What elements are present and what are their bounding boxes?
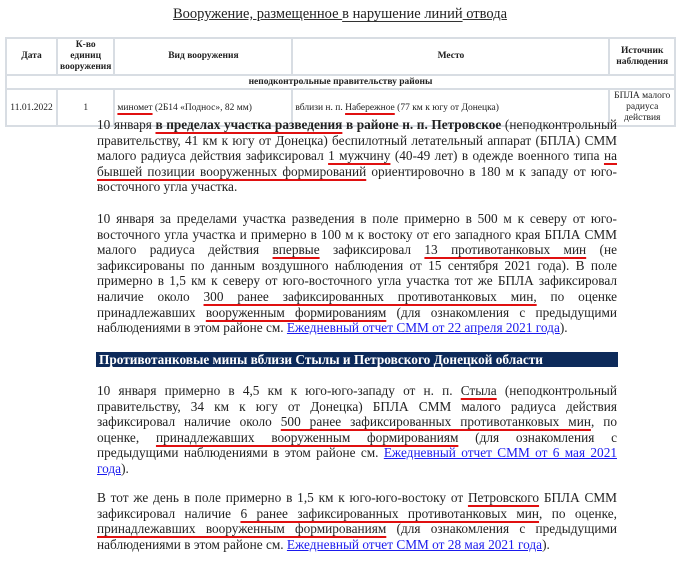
report-link[interactable]: Ежедневный отчет СММ от 28 мая 2021 года (286, 536, 543, 552)
text-segment: (не зафиксированы по данным воздушного наблюдения от 15 сентября 2021 года). В поле примерно в 1,5 км к северу от юго-восточного угла участка тот же БПЛА зафиксировал наличие около (97, 242, 617, 304)
text-segment: (неподконтрольный правительству, 41 км к югу от Донецка) беспилотный летательный аппарат (БПЛА) СММ малого радиуса действия зафиксировал (97, 117, 617, 164)
report-link[interactable]: Ежедневный отчет СММ от 22 апреля 2021 года (286, 320, 560, 336)
text-segment: зафиксировал (319, 242, 425, 258)
header-source: Источник наблюдения (609, 38, 675, 75)
document-title (0, 6, 680, 23)
section-header: Противотанковые мины вблизи Стылы и Петровского Донецкой области (96, 352, 618, 367)
header-count: К-во единиц вооружения (57, 38, 114, 75)
text-segment: (для ознакомления с предыдущими наблюдениями в этом районе см. (97, 304, 617, 336)
highlighted-text: в пределах участка разведения (155, 117, 343, 132)
highlighted-text: Петровского (467, 490, 540, 505)
highlighted-text: 6 ранее зафиксированных противотанковых мин (240, 505, 540, 521)
title-highlight: в нарушение линий (342, 6, 463, 22)
text-segment: ). (542, 536, 550, 552)
table-header-row (6, 38, 675, 75)
paragraph-4 (97, 490, 617, 552)
highlighted-text: вооруженным формированиям (205, 304, 387, 320)
cell-source: БПЛА малого радиуса действия (609, 89, 675, 126)
paragraph-1 (97, 117, 617, 195)
text-segment: (для ознакомления с предыдущими наблюдениями в этом районе см. (97, 429, 618, 461)
place-name: Набережное (345, 102, 395, 113)
text-segment: В тот же день в поле примерно в 1,5 км к юго-юго-востоку от (97, 490, 468, 505)
bold-text: в районе н. п. Петровское (342, 117, 502, 132)
highlighted-text: на бывшей позиции вооруженных формирований (97, 148, 617, 179)
text-segment: 10 января примерно в 4,5 км к юго-юго-западу от н. п. (97, 383, 461, 398)
place-detail: (77 км к югу от Донецка) (394, 102, 499, 113)
highlighted-text: 13 противотанковых мин (424, 242, 587, 258)
text-segment: (для ознакомления с предыдущими наблюдениями в этом районе см. (97, 521, 618, 552)
place-prefix: вблизи н. п. (295, 102, 346, 113)
text-segment: ориентировочно в 180 м к западу от юго-восточного угла участка. (97, 163, 617, 195)
text-segment: , по оценке, (539, 505, 618, 521)
text-segment: ). (121, 460, 129, 476)
highlighted-text: принадлежавших вооруженным формированиям (97, 521, 387, 537)
group-label: неподконтрольные правительству районы (6, 75, 675, 89)
highlighted-text: Стыла (460, 383, 497, 398)
highlighted-text: 1 мужчину (328, 148, 391, 164)
highlighted-text: 500 ранее зафиксированных противотанковых мин (280, 414, 591, 430)
header-date: Дата (6, 38, 57, 75)
weapons-table (5, 37, 676, 127)
title-post: отвода (462, 6, 508, 22)
paragraph-2 (97, 211, 617, 336)
cell-count: 1 (57, 89, 114, 126)
header-weapon: Вид вооружения (114, 38, 292, 75)
text-segment: 10 января за пределами участка разведения в поле примерно в 500 м к северу от юго-восточного угла участка и примерно в 100 м к востоку от его западного края БПЛА СММ малого радиуса действия (97, 211, 617, 258)
weapon-name: миномет (117, 102, 153, 113)
highlighted-text: впервые (272, 242, 320, 258)
text-segment: ). (559, 320, 568, 336)
paragraph-3 (97, 383, 617, 477)
text-segment: (неподконтрольный правительству, 34 км к югу от Донецка) БПЛА СММ малого радиуса действия зафиксировал наличие около (97, 383, 617, 430)
text-segment: , по оценке, (97, 414, 617, 445)
header-place: Место (292, 38, 609, 75)
weapon-detail: (2Б14 «Поднос», 82 мм) (152, 102, 252, 113)
text-segment: (40-49 лет) в одежде военного типа (390, 148, 604, 164)
text-segment: 10 января (97, 117, 156, 132)
highlighted-text: 300 ранее зафиксированных противотанковых мин, (203, 288, 537, 304)
report-link[interactable]: Ежедневный отчет СММ от 6 мая 2021 года (97, 445, 617, 476)
table-group-row (6, 75, 675, 89)
text-segment: по оценке принадлежавших (97, 288, 617, 320)
title-pre: Вооружение, размещенное (172, 6, 343, 22)
text-segment: БПЛА СММ зафиксировал наличие (97, 490, 617, 521)
highlighted-text: принадлежавших вооруженным формированиям (155, 429, 459, 445)
cell-date: 11.01.2022 (6, 89, 57, 126)
